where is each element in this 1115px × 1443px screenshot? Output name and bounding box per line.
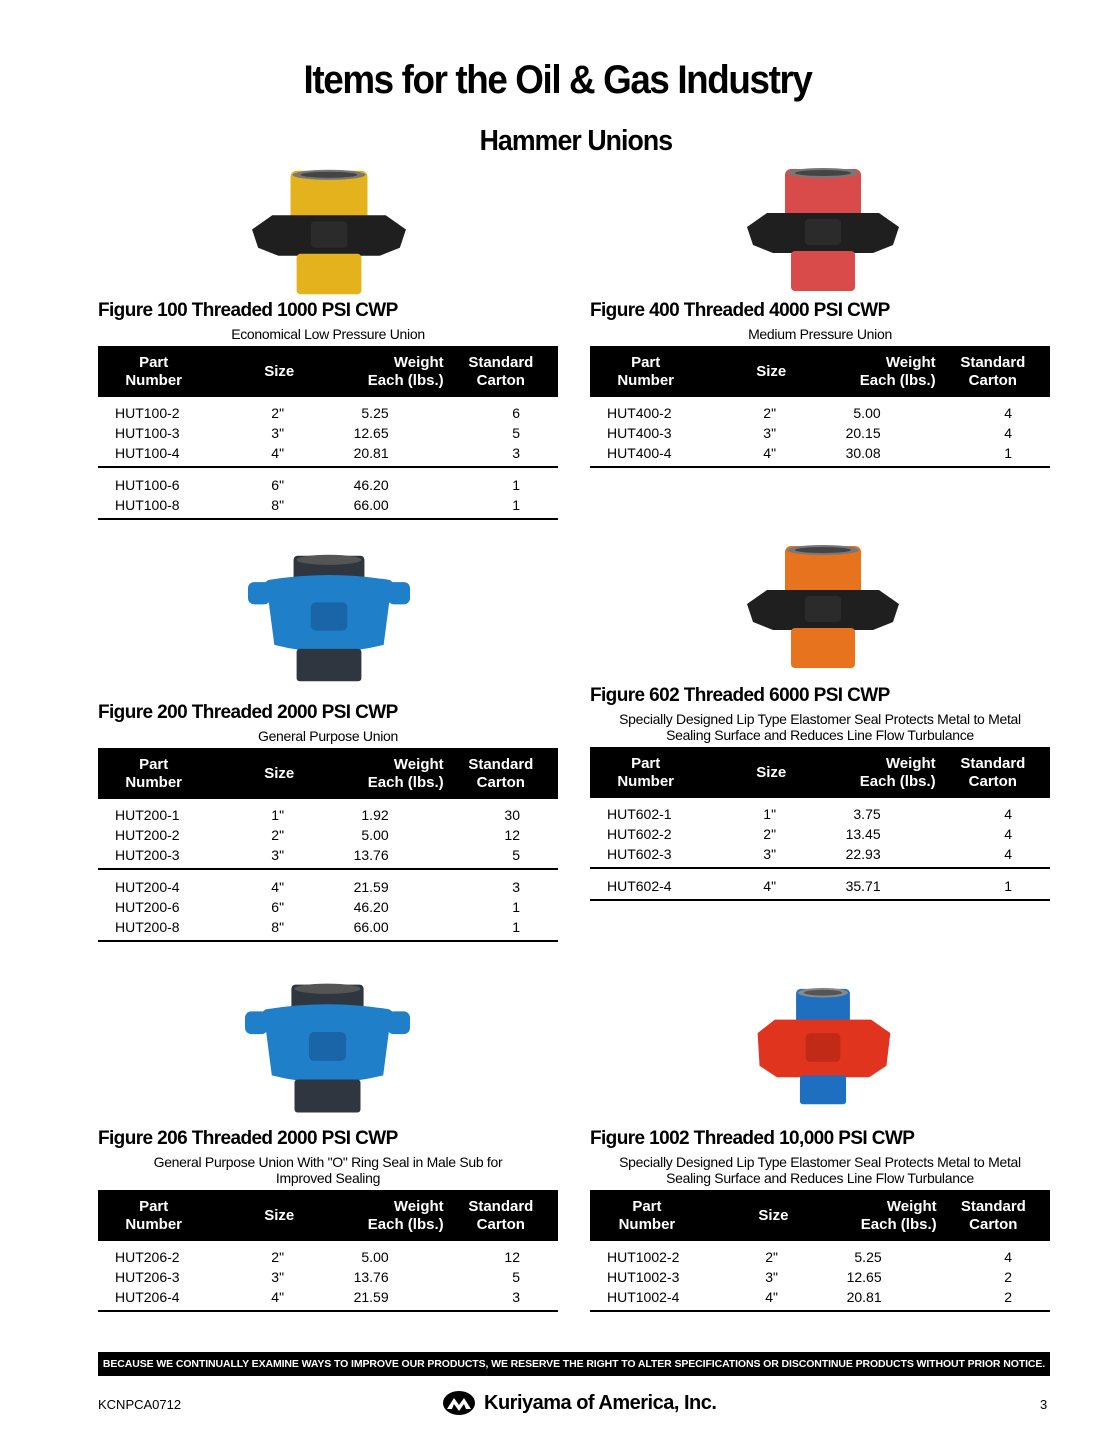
part-number-cell: HUT200-8 — [98, 917, 209, 941]
weight-cell: 66.00 — [309, 917, 444, 941]
figure-description — [590, 1154, 1050, 1186]
figure-block — [590, 1128, 1050, 1312]
size-cell: 2" — [271, 1249, 285, 1265]
part-number-cell: HUT100-3 — [115, 425, 180, 441]
header-carton: Standard Carton — [936, 346, 1050, 397]
product-image-fig200 — [248, 550, 410, 685]
size-cell: 2" — [763, 405, 777, 421]
carton-cell: 12 — [504, 827, 520, 843]
weight-cell: 1.92 — [361, 807, 389, 823]
header-weight: Weight Each (lbs.) — [309, 346, 444, 397]
header-size: Size — [209, 748, 309, 799]
header-part-number: Part Number — [98, 1190, 209, 1241]
description-line: General Purpose Union — [257, 728, 398, 744]
carton-cell: 6 — [512, 405, 520, 421]
size-cell: 6" — [271, 899, 285, 915]
part-number-cell: HUT1002-2 — [607, 1249, 680, 1265]
part-number-cell: HUT100-4 — [98, 443, 209, 467]
carton-cell: 12 — [504, 1249, 520, 1265]
carton-cell: 4 — [1004, 1249, 1012, 1265]
header-carton: Standard Carton — [937, 1190, 1050, 1241]
part-number-cell: HUT400-4 — [590, 443, 701, 467]
header-carton: Standard Carton — [444, 1190, 558, 1241]
figure-title: Figure 200 Threaded 2000 PSI CWP — [98, 702, 398, 723]
weight-cell: 22.93 — [801, 844, 936, 868]
carton-cell: 4 — [1004, 806, 1012, 822]
header-weight: Weight Each (lbs.) — [801, 747, 936, 798]
header-weight: Weight Each (lbs.) — [801, 346, 936, 397]
size-cell: 3" — [271, 425, 285, 441]
table-row — [98, 825, 558, 845]
carton-cell: 4 — [936, 844, 1050, 868]
part-number-cell: HUT200-6 — [115, 899, 180, 915]
figure-block — [590, 685, 1050, 901]
part-number-cell: HUT400-2 — [607, 405, 672, 421]
spec-table — [98, 346, 558, 520]
weight-cell: 13.76 — [353, 1269, 389, 1285]
spec-table — [590, 747, 1050, 901]
weight-cell: 5.25 — [361, 405, 389, 421]
description-line: Medium Pressure Union — [748, 326, 892, 342]
hammer-union-illustration — [742, 165, 904, 295]
weight-cell: 21.59 — [309, 1287, 444, 1311]
spec-table — [98, 748, 558, 942]
table-row — [98, 495, 558, 519]
hammer-union-illustration — [742, 985, 904, 1110]
figure-block — [98, 702, 558, 942]
weight-cell: 20.15 — [845, 425, 881, 441]
weight-cell: 21.59 — [353, 879, 389, 895]
size-cell: 2" — [271, 827, 285, 843]
header-part-number: Part Number — [98, 748, 209, 799]
carton-cell: 1 — [512, 899, 520, 915]
header-size: Size — [209, 346, 309, 397]
part-number-cell: HUT206-3 — [115, 1269, 180, 1285]
header-size: Size — [704, 1190, 803, 1241]
size-cell: 4" — [701, 443, 801, 467]
part-number-cell: HUT1002-4 — [590, 1287, 704, 1311]
carton-cell: 3 — [444, 1287, 558, 1311]
carton-cell: 1 — [936, 443, 1050, 467]
header-carton: Standard Carton — [444, 346, 558, 397]
product-image-fig1002 — [742, 985, 904, 1110]
kuriyama-logo-icon — [442, 1390, 476, 1416]
size-cell: 1" — [271, 807, 285, 823]
size-cell: 4" — [271, 879, 285, 895]
part-number-cell: HUT100-8 — [98, 495, 209, 519]
table-row — [98, 845, 558, 869]
figure-title: Figure 1002 Threaded 10,000 PSI CWP — [590, 1128, 915, 1149]
part-number-cell: HUT602-3 — [590, 844, 701, 868]
weight-cell: 66.00 — [309, 495, 444, 519]
carton-cell: 30 — [504, 807, 520, 823]
weight-cell: 30.08 — [801, 443, 936, 467]
brand-name: Kuriyama of America, Inc. — [484, 1391, 717, 1414]
table-row — [590, 397, 1050, 423]
weight-cell: 5.25 — [854, 1249, 882, 1265]
figure-description — [98, 728, 558, 744]
catalog-code: KCNPCA0712 — [98, 1397, 182, 1412]
table-row — [590, 423, 1050, 443]
product-image-fig206 — [245, 980, 410, 1115]
table-row — [590, 443, 1050, 467]
product-image-fig400 — [742, 165, 904, 295]
size-cell: 3" — [271, 1269, 285, 1285]
part-number-cell: HUT206-2 — [115, 1249, 180, 1265]
size-cell: 6" — [271, 477, 285, 493]
size-cell: 3" — [763, 425, 777, 441]
size-cell: 4" — [701, 868, 801, 900]
carton-cell: 3 — [512, 879, 520, 895]
size-cell: 8" — [209, 917, 309, 941]
size-cell: 2" — [271, 405, 285, 421]
figure-title: Figure 400 Threaded 4000 PSI CWP — [590, 300, 890, 321]
weight-cell: 35.71 — [801, 868, 936, 900]
part-number-cell: HUT100-2 — [115, 405, 180, 421]
weight-cell: 46.20 — [353, 477, 389, 493]
carton-cell: 5 — [512, 425, 520, 441]
figure-block — [590, 300, 1050, 468]
size-cell: 3" — [701, 844, 801, 868]
size-cell: 3" — [765, 1269, 778, 1285]
spec-table — [98, 1190, 558, 1312]
size-cell: 3" — [209, 845, 309, 869]
table-row — [98, 869, 558, 897]
header-part-number: Part Number — [590, 747, 701, 798]
figure-description — [98, 1154, 558, 1186]
hammer-union-illustration — [742, 542, 904, 672]
size-cell: 2" — [765, 1249, 778, 1265]
carton-cell: 1 — [444, 495, 558, 519]
carton-cell: 5 — [444, 845, 558, 869]
hammer-union-illustration — [245, 980, 410, 1115]
header-part-number: Part Number — [98, 346, 209, 397]
table-row — [590, 1287, 1050, 1311]
part-number-cell: HUT602-4 — [590, 868, 701, 900]
figure-block — [98, 300, 558, 520]
description-line: General Purpose Union With "O" Ring Seal in Male Sub for — [153, 1154, 503, 1170]
page-number: 3 — [1040, 1397, 1048, 1412]
header-weight: Weight Each (lbs.) — [309, 1190, 444, 1241]
size-cell: 8" — [209, 495, 309, 519]
table-row — [590, 868, 1050, 900]
figure-title: Figure 602 Threaded 6000 PSI CWP — [590, 685, 890, 706]
hammer-union-illustration — [248, 165, 410, 300]
table-row — [98, 1267, 558, 1287]
table-row — [98, 443, 558, 467]
header-carton: Standard Carton — [444, 748, 558, 799]
table-row — [98, 799, 558, 825]
part-number-cell: HUT200-3 — [98, 845, 209, 869]
description-line: Economical Low Pressure Union — [231, 326, 425, 342]
carton-cell: 4 — [1004, 425, 1012, 441]
weight-cell: 5.00 — [853, 405, 881, 421]
header-size: Size — [701, 346, 801, 397]
table-row — [590, 844, 1050, 868]
carton-cell: 3 — [444, 443, 558, 467]
weight-cell: 13.76 — [309, 845, 444, 869]
carton-cell: 2 — [1004, 1269, 1012, 1285]
size-cell: 2" — [763, 826, 777, 842]
carton-cell: 5 — [512, 1269, 520, 1285]
weight-cell: 3.75 — [853, 806, 881, 822]
weight-cell: 5.00 — [361, 827, 389, 843]
carton-cell: 1 — [936, 868, 1050, 900]
header-size: Size — [209, 1190, 309, 1241]
table-row — [98, 1241, 558, 1267]
section-title: Hammer Unions — [479, 125, 673, 157]
product-image-fig602 — [742, 542, 904, 672]
table-row — [590, 1267, 1050, 1287]
carton-cell: 2 — [937, 1287, 1050, 1311]
weight-cell: 5.00 — [361, 1249, 389, 1265]
header-weight: Weight Each (lbs.) — [309, 748, 444, 799]
part-number-cell: HUT400-3 — [607, 425, 672, 441]
table-row — [590, 1241, 1050, 1267]
page-title: Items for the Oil & Gas Industry — [303, 58, 812, 102]
figure-title: Figure 100 Threaded 1000 PSI CWP — [98, 300, 398, 321]
header-size: Size — [701, 747, 801, 798]
figure-description — [98, 326, 558, 342]
table-row — [98, 897, 558, 917]
figure-description — [590, 711, 1050, 743]
brand-footer — [442, 1390, 716, 1416]
part-number-cell: HUT602-1 — [607, 806, 672, 822]
weight-cell: 20.81 — [803, 1287, 937, 1311]
table-row — [98, 917, 558, 941]
table-row — [98, 423, 558, 443]
figure-description — [590, 326, 1050, 342]
hammer-union-illustration — [248, 550, 410, 685]
disclaimer-banner: BECAUSE WE CONTINUALLY EXAMINE WAYS TO IMPROVE OUR PRODUCTS, WE RESERVE THE RIGHT TO ALTER SPECIFICATIONS OR DISCONTINUE PRODUCTS WITHOUT PRIOR NOTICE. — [98, 1352, 1050, 1376]
size-cell: 1" — [763, 806, 777, 822]
carton-cell: 4 — [1004, 405, 1012, 421]
figure-title: Figure 206 Threaded 2000 PSI CWP — [98, 1128, 398, 1149]
carton-cell: 4 — [1004, 826, 1012, 842]
part-number-cell: HUT206-4 — [98, 1287, 209, 1311]
part-number-cell: HUT100-6 — [115, 477, 180, 493]
weight-cell: 46.20 — [353, 899, 389, 915]
part-number-cell: HUT602-2 — [607, 826, 672, 842]
header-weight: Weight Each (lbs.) — [803, 1190, 937, 1241]
weight-cell: 20.81 — [309, 443, 444, 467]
size-cell: 4" — [209, 443, 309, 467]
figure-block — [98, 1128, 558, 1312]
weight-cell: 13.45 — [845, 826, 881, 842]
table-row — [590, 798, 1050, 824]
part-number-cell: HUT200-4 — [115, 879, 180, 895]
table-row — [98, 397, 558, 423]
weight-cell: 12.65 — [846, 1269, 882, 1285]
size-cell: 4" — [209, 1287, 309, 1311]
weight-cell: 12.65 — [353, 425, 389, 441]
description-line: Sealing Surface and Reduces Line Flow Turbulance — [666, 727, 974, 743]
size-cell: 4" — [704, 1287, 803, 1311]
description-line: Specially Designed Lip Type Elastomer Seal Protects Metal to Metal — [619, 711, 1021, 727]
header-carton: Standard Carton — [936, 747, 1050, 798]
table-row — [98, 467, 558, 495]
header-part-number: Part Number — [590, 1190, 704, 1241]
spec-table — [590, 1190, 1050, 1312]
part-number-cell: HUT200-1 — [115, 807, 180, 823]
description-line: Sealing Surface and Reduces Line Flow Turbulance — [666, 1170, 974, 1186]
carton-cell: 1 — [512, 477, 520, 493]
part-number-cell: HUT200-2 — [115, 827, 180, 843]
table-row — [98, 1287, 558, 1311]
spec-table — [590, 346, 1050, 468]
header-part-number: Part Number — [590, 346, 701, 397]
product-image-fig100 — [248, 165, 410, 300]
table-row — [590, 824, 1050, 844]
carton-cell: 1 — [444, 917, 558, 941]
part-number-cell: HUT1002-3 — [607, 1269, 680, 1285]
description-line: Improved Sealing — [275, 1170, 381, 1186]
description-line: Specially Designed Lip Type Elastomer Seal Protects Metal to Metal — [619, 1154, 1021, 1170]
